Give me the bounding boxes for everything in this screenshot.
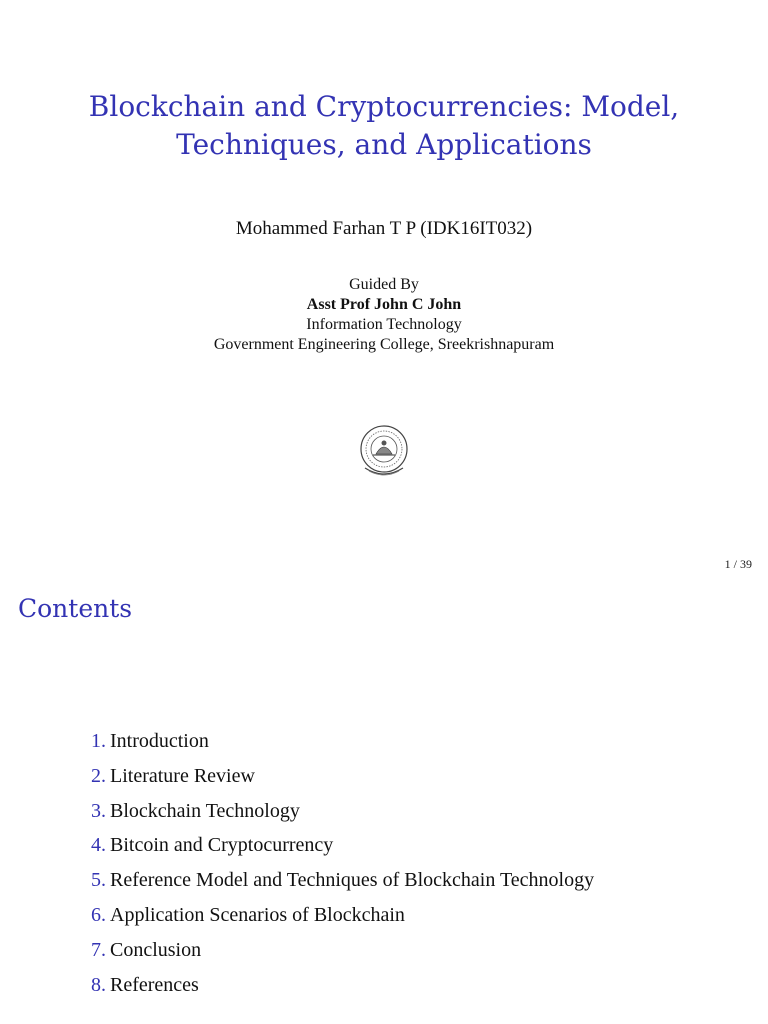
toc-item[interactable] [70,828,594,863]
toc-number: 1. [91,730,106,752]
guide-name: Asst Prof John C John [306,296,462,313]
guide-block [0,275,768,355]
toc-item[interactable] [70,933,594,968]
toc-item[interactable] [70,759,594,794]
toc-item[interactable] [70,863,594,898]
toc-label: Introduction [110,730,209,752]
toc-label: Reference Model and Techniques of Blockchain Technology [110,869,595,892]
title-line-1: Blockchain and Cryptocurrencies: Model, [88,90,680,123]
department: Information Technology [306,316,462,333]
presentation-title [0,88,768,164]
toc-number: 7. [91,938,106,961]
toc-number: 2. [91,764,106,787]
toc-number: 5. [91,869,106,892]
toc-label: Literature Review [110,764,255,787]
toc-number: 3. [91,799,106,822]
toc-label: Blockchain Technology [110,799,300,822]
toc-label: Application Scenarios of Blockchain [110,903,405,926]
contents-slide [0,580,768,1024]
title-line-2: Techniques, and Applications [176,128,592,161]
guided-by-label: Guided By [349,276,419,293]
college-seal-icon [359,424,409,482]
toc-item[interactable] [70,794,594,829]
toc-number: 4. [91,834,106,857]
toc-item[interactable] [70,898,594,933]
toc-item[interactable] [70,724,594,759]
page-number: 1 / 39 [724,557,752,571]
toc-number: 8. [91,973,106,996]
institution: Government Engineering College, Sreekrishnapuram [213,336,555,353]
table-of-contents [70,724,594,1002]
toc-item[interactable] [70,968,594,1003]
toc-label: Conclusion [110,938,202,961]
toc-number: 6. [91,903,106,926]
toc-label: Bitcoin and Cryptocurrency [110,834,334,857]
contents-heading: Contents [18,594,133,623]
author-name: Mohammed Farhan T P (IDK16IT032) [235,218,533,239]
toc-label: References [110,973,199,996]
